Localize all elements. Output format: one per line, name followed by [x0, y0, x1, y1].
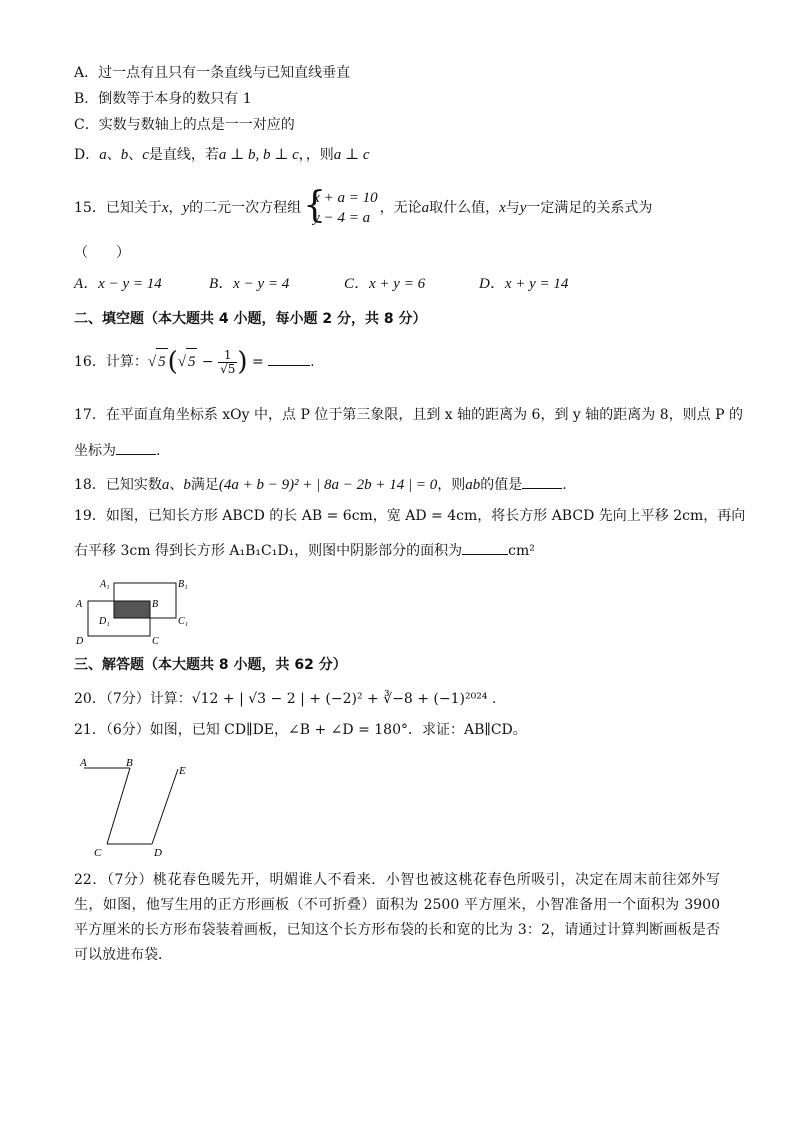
label-B1: B₁ [178, 579, 188, 590]
label-A1: A₁ [100, 579, 110, 590]
choice-14d: D．a、b、c是直线，若a ⊥ b, b ⊥ c，，则a ⊥ c [74, 147, 370, 163]
question-18: 18．已知实数a、b满足(4a + b − 9)² + | 8a − 2b + 14 | = 0，则ab的值是 . [74, 474, 734, 494]
choice-14a: A．过一点有且只有一条直线与已知直线垂直 [74, 65, 351, 81]
label-A: A [76, 599, 83, 610]
equation-system: { x + a = 10 y − 4 = a [303, 185, 378, 226]
label-C: C [152, 636, 159, 646]
label-D1: D₁ [99, 616, 110, 627]
section-2-title: 二、填空题（本大题共 4 小题，每小题 2 分，共 8 分） [74, 311, 427, 327]
parallel-lines-figure [74, 756, 204, 860]
label-B: B [152, 599, 159, 610]
question-16: 16．计算：√ 5(√ 5 − $\frac{1}{√5}$ ) = . [74, 347, 315, 377]
question-15-paren: （ ） [74, 245, 130, 261]
choice-14b: B．倒数等于本身的数只有 1 [74, 91, 252, 107]
label-E: E [179, 765, 186, 777]
option-15c: C．x + y = 6 [344, 276, 426, 292]
option-15a: A．x − y = 14 [74, 276, 162, 292]
choice-14c: C．实数与数轴上的点是一一对应的 [74, 117, 295, 133]
option-15d: D．x + y = 14 [479, 276, 569, 292]
question-22: 22．（7分）桃花春色暖先开，明媚谁人不看来．小智也被这桃花春色所吸引，决定在周末前往郊外写生，如图，他写生用的正方形画板（不可折叠）面积为 2500 平方厘米，小智准备用一个面积为 3900 平方厘米的长方形布袋装着画板，已知这个长方形布袋的长和宽的比为 3：2，请通过计算判断画板是否可以放进布袋． [74, 872, 720, 963]
label-B: B [126, 757, 133, 769]
label-D: D [76, 636, 84, 646]
question-15-options [74, 275, 734, 293]
label-C1: C₁ [178, 616, 189, 627]
question-19-line1: 19．如图，已知长方形 ABCD 的长 AB = 6cm，宽 AD = 4cm，将长方形 ABCD 先向上平移 2cm，再向 [74, 508, 746, 524]
question-15: 15．已知关于x，y的二元一次方程组 { x + a = 10 y − 4 = a，无论a取什么值，x与y一定满足的关系式为 [74, 185, 653, 226]
label-D: D [154, 847, 162, 859]
question-20: 20．（7分）计算：√12 + | √3 − 2 | + (−2)² + ∛−8 + (−1)²⁰²⁴ . [74, 691, 497, 707]
question-17-line1: 17．在平面直角坐标系 xOy 中，点 P 位于第三象限，且到 x 轴的距离为 6，到 y 轴的距离为 8，则点 P 的 [74, 407, 743, 423]
question-17-line2: 坐标为 . [74, 440, 734, 460]
label-A: A [80, 757, 87, 769]
option-15b: B．x − y = 4 [209, 276, 290, 292]
label-C: C [94, 847, 102, 859]
rectangle-translation-figure [72, 574, 202, 646]
question-21: 21．（6分）如图，已知 CD∥DE，∠B + ∠D = 180°．求证：AB∥CD。 [74, 722, 527, 738]
section-3-title: 三、解答题（本大题共 8 小题，共 62 分） [74, 657, 347, 673]
question-19-line2: 右平移 3cm 得到长方形 A₁B₁C₁D₁，则图中阴影部分的面积为 cm² [74, 540, 734, 560]
